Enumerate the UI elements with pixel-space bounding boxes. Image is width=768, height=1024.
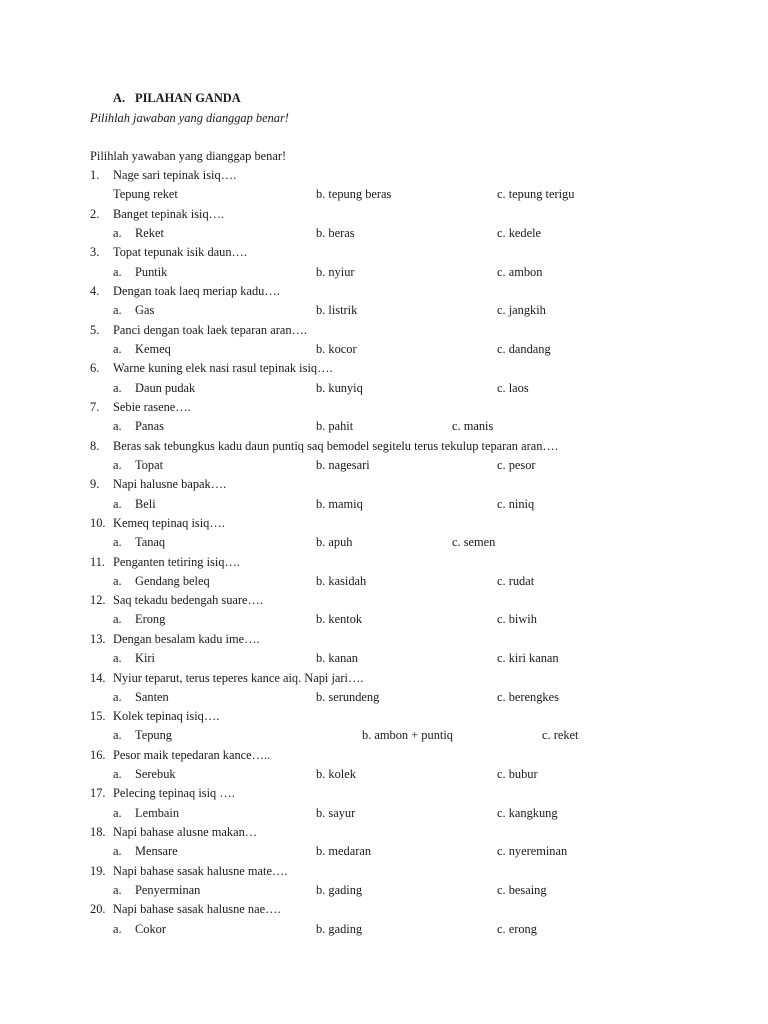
option-c: c. semen: [452, 535, 496, 550]
option-a-label: a.: [113, 728, 122, 743]
question-text: Pelecing tepinaq isiq ….: [113, 786, 235, 801]
option-c: c. biwih: [497, 612, 537, 627]
option-a: Topat: [135, 457, 164, 472]
option-c: c. erong: [497, 921, 537, 936]
option-a-label: a.: [113, 419, 122, 434]
option-b: b. ambon + puntiq: [362, 728, 453, 743]
question-text: Topat tepunak isik daun….: [113, 245, 248, 260]
option-a-label: a.: [113, 767, 122, 781]
option-a: Panas: [135, 419, 164, 434]
option-a: Kemeq: [135, 341, 171, 356]
question-number: 10.: [90, 515, 106, 530]
option-a: Cokor: [135, 921, 166, 936]
option-a-label: a.: [113, 689, 122, 704]
option-a: Lembain: [135, 805, 180, 820]
question-number: 17.: [90, 786, 106, 801]
question-number: 7.: [90, 399, 100, 414]
question-number: 5.: [90, 322, 100, 337]
question-number: 20.: [90, 902, 106, 917]
option-b: b. kocor: [316, 341, 357, 356]
option-b: b. gading: [316, 921, 363, 936]
option-c: c. kiri kanan: [497, 651, 559, 666]
question-text: Warne kuning elek nasi rasul tepinak isiq….: [113, 361, 333, 376]
option-c: c. laos: [497, 380, 529, 395]
option-c: c. nyereminan: [497, 844, 568, 859]
option-c: c. kangkung: [497, 805, 558, 820]
question-number: 18.: [90, 825, 106, 839]
question-number: 3.: [90, 245, 100, 260]
question-number: 16.: [90, 747, 106, 762]
option-a-label: a.: [113, 535, 122, 550]
option-a: Reket: [135, 226, 164, 240]
option-b: b. nyiur: [316, 264, 355, 279]
option-a-label: a.: [113, 496, 122, 511]
option-b: b. mamiq: [316, 496, 363, 511]
question-number: 11.: [90, 554, 106, 569]
option-a: Daun pudak: [135, 380, 196, 395]
question-number: 19.: [90, 863, 106, 878]
question-text: Kolek tepinaq isiq….: [113, 709, 220, 724]
question-text: Napi bahase alusne makan…: [113, 825, 258, 839]
option-c: c. rudat: [497, 573, 535, 588]
option-a: Serebuk: [135, 767, 176, 781]
question-text: Napi bahase sasak halusne nae….: [113, 902, 281, 917]
option-c: c. dandang: [497, 341, 551, 356]
option-c: c. reket: [542, 728, 579, 743]
option-a-label: a.: [113, 380, 122, 395]
option-c: c. tepung terigu: [497, 187, 575, 202]
option-b: b. listrik: [316, 303, 358, 318]
question-number: 9.: [90, 477, 100, 492]
option-b: b. serundeng: [316, 689, 380, 704]
option-b: b. kentok: [316, 612, 363, 627]
question-text: Saq tekadu bedengah suare….: [113, 593, 264, 608]
question-number: 2.: [90, 206, 100, 221]
option-a: Puntik: [135, 264, 168, 279]
question-number: 1.: [90, 168, 100, 182]
option-b: b. apuh: [316, 535, 353, 550]
question-number: 13.: [90, 631, 106, 646]
option-c: c. manis: [452, 419, 494, 434]
question-number: 14.: [90, 670, 106, 685]
option-a-label: a.: [113, 883, 122, 897]
option-b: b. beras: [316, 226, 355, 240]
option-a-label: a.: [113, 921, 122, 936]
option-a: Tepung reket: [113, 187, 178, 202]
question-text: Panci dengan toak laek teparan aran….: [113, 322, 308, 337]
option-b: b. gading: [316, 883, 363, 897]
question-text: Banget tepinak isiq….: [113, 206, 225, 221]
question-number: 4.: [90, 283, 100, 298]
option-c: c. ambon: [497, 264, 543, 279]
option-c: c. bubur: [497, 767, 538, 781]
option-c: c. kedele: [497, 226, 542, 240]
option-a-label: a.: [113, 226, 122, 240]
section-title: PILAHAN GANDA: [135, 91, 241, 105]
option-b: b. nagesari: [316, 457, 370, 472]
option-a: Penyerminan: [135, 883, 201, 897]
instruction: Pilihlah yawaban yang dianggap benar!: [90, 149, 287, 163]
question-number: 15.: [90, 709, 106, 724]
option-a-label: a.: [113, 303, 122, 318]
option-b: b. kolek: [316, 767, 356, 781]
question-text: Penganten tetiring isiq….: [113, 554, 240, 569]
question-text: Napi halusne bapak….: [113, 477, 227, 492]
option-a: Tepung: [135, 728, 172, 743]
question-number: 6.: [90, 361, 100, 376]
question-text: Nage sari tepinak isiq….: [113, 168, 237, 182]
option-a: Mensare: [135, 844, 178, 859]
option-a: Tanaq: [135, 535, 166, 550]
option-a-label: a.: [113, 264, 122, 279]
option-b: b. sayur: [316, 805, 356, 820]
question-text: Beras sak tebungkus kadu daun puntiq saq bemodel segitelu terus tekulup teparan aran….: [113, 438, 558, 453]
option-b: b. medaran: [316, 844, 372, 859]
question-text: Dengan besalam kadu ime….: [113, 631, 260, 646]
option-a: Erong: [135, 612, 166, 627]
option-b: b. kunyiq: [316, 380, 363, 395]
option-a: Beli: [135, 496, 156, 511]
option-c: c. pesor: [497, 457, 536, 472]
option-a-label: a.: [113, 573, 122, 588]
option-b: b. kasidah: [316, 573, 367, 588]
option-a: Gendang beleq: [135, 573, 210, 588]
question-text: Sebie rasene….: [113, 399, 191, 414]
question-text: Nyiur teparut, terus teperes kance aiq. Napi jari….: [113, 670, 364, 685]
question-text: Dengan toak laeq meriap kadu….: [113, 283, 280, 298]
option-b: b. kanan: [316, 651, 358, 666]
section-letter: A.: [113, 91, 126, 105]
option-c: c. berengkes: [497, 689, 559, 704]
option-a-label: a.: [113, 341, 122, 356]
option-a: Kiri: [135, 651, 155, 666]
option-a-label: a.: [113, 457, 122, 472]
option-a: Santen: [135, 689, 169, 704]
instruction-italic: Pilihlah jawaban yang dianggap benar!: [90, 111, 289, 125]
option-a-label: a.: [113, 612, 122, 627]
option-a: Gas: [135, 303, 155, 318]
question-number: 8.: [90, 438, 100, 453]
option-c: c. besaing: [497, 883, 547, 897]
question-text: Napi bahase sasak halusne mate….: [113, 863, 288, 878]
option-a-label: a.: [113, 651, 122, 666]
option-a-label: a.: [113, 844, 122, 859]
option-c: c. niniq: [497, 496, 535, 511]
section-heading: [113, 91, 241, 105]
option-c: c. jangkih: [497, 303, 546, 318]
option-a-label: a.: [113, 805, 122, 820]
question-number: 12.: [90, 593, 106, 608]
option-b: b. pahit: [316, 419, 354, 434]
option-b: b. tepung beras: [316, 187, 392, 202]
question-text: Kemeq tepinaq isiq….: [113, 515, 225, 530]
question-text: Pesor maik tepedaran kance…..: [113, 747, 271, 762]
